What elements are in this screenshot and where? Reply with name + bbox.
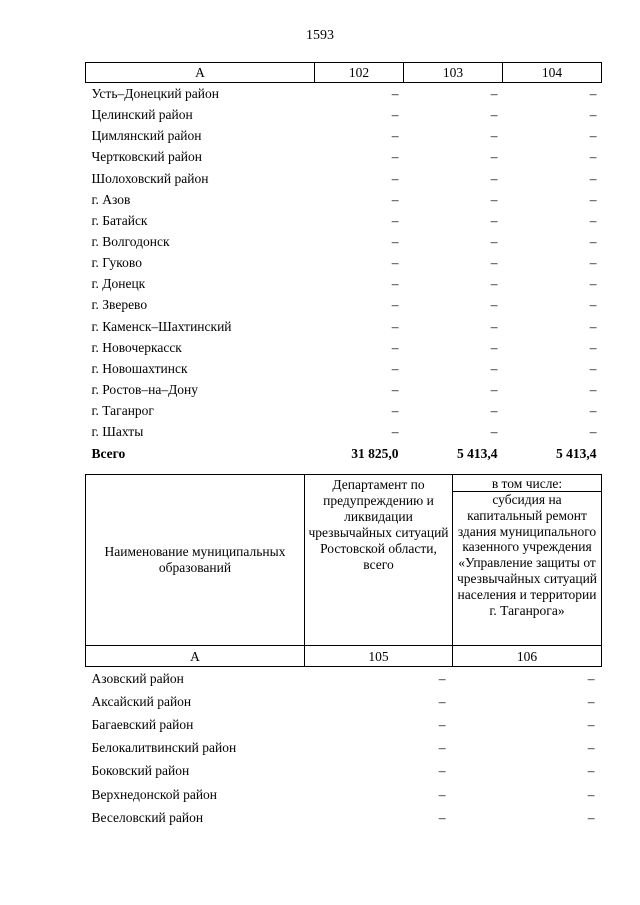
cell-value: – [587,671,595,687]
cell-value: – [391,170,399,186]
municipality-name: Верхнедонской район [91,786,218,802]
cell-value: – [589,170,597,186]
municipality-name: г. Донецк [91,276,146,292]
municipality-name: Шолоховский район [91,170,209,186]
municipality-name: г. Зверево [91,297,148,313]
cell-value: – [589,128,597,144]
table-header-row [86,63,602,83]
cell-value: – [490,234,498,250]
table-row [86,690,602,713]
cell-value: – [490,339,498,355]
cell-value: – [391,128,399,144]
cell-value: – [589,360,597,376]
column-header-104: 104 [503,63,602,83]
cell-value: – [391,297,399,313]
total-row [86,442,602,464]
cell-value: – [490,128,498,144]
table-row [86,273,602,294]
municipality-name: Азовский район [91,671,184,687]
cell-value: – [589,149,597,165]
cell-value: – [391,276,399,292]
table-row [86,189,602,210]
table-row [86,83,602,105]
cell-value: – [589,107,597,123]
municipality-name: г. Шахты [91,424,144,440]
cell-value: – [587,717,595,733]
cell-value: – [589,297,597,313]
cell-value: – [438,786,446,802]
cell-value: – [391,234,399,250]
municipality-name: Цимлянский район [91,128,202,144]
cell-value: – [587,740,595,756]
cell-value: – [438,717,446,733]
cell-value: – [391,149,399,165]
column-header-102: 102 [315,63,404,83]
table-row [86,104,602,125]
cell-value: – [490,107,498,123]
cell-value: – [587,809,595,825]
data-table-lower [85,474,602,829]
table-row [86,210,602,231]
cell-value: – [589,339,597,355]
cell-value: – [391,212,399,228]
municipality-name: Веселовский район [91,809,204,825]
cell-value: – [589,191,597,207]
municipality-name: г. Таганрог [91,403,154,419]
table-row [86,400,602,421]
municipality-name: Чертковский район [91,149,202,165]
cell-value: – [490,255,498,271]
cell-value: – [490,403,498,419]
total-value-102: 31 825,0 [351,445,399,461]
cell-value: – [391,360,399,376]
municipality-name: г. Ростов–на–Дону [91,382,199,398]
cell-value: – [589,234,597,250]
column-index-a: А [86,646,305,667]
cell-value: – [490,382,498,398]
cell-value: – [391,318,399,334]
municipality-name: г. Новочеркасск [91,339,182,355]
column-header-a: А [86,63,315,83]
municipality-column-header: Наименование муниципальных образований [86,475,305,646]
table-row [86,337,602,358]
cell-value: – [490,276,498,292]
cell-value: – [391,107,399,123]
municipality-name: г. Азов [91,191,131,207]
table-row [86,358,602,379]
cell-value: – [490,318,498,334]
cell-value: – [490,149,498,165]
cell-value: – [490,424,498,440]
table-row [86,759,602,782]
table-row [86,379,602,400]
department-column-header: Департамент по предупреждению и ликвидации чрезвычайных ситуаций Ростовской области, всего [305,475,453,646]
table-row [86,146,602,167]
cell-value: – [490,212,498,228]
municipality-name: Белокалитвинский район [91,740,237,756]
cell-value: – [391,255,399,271]
municipality-name: г. Каменск–Шахтинский [91,318,232,334]
cell-value: – [490,297,498,313]
column-index-106: 106 [453,646,602,667]
table-row [86,782,602,805]
cell-value: – [490,191,498,207]
cell-value: – [589,403,597,419]
table-row [86,421,602,442]
cell-value: – [589,276,597,292]
cell-value: – [589,382,597,398]
total-value-104: 5 413,4 [556,445,597,461]
total-value-103: 5 413,4 [457,445,498,461]
cell-value: – [490,86,498,102]
municipality-name: Аксайский район [91,694,192,710]
cell-value: – [391,382,399,398]
cell-value: – [589,424,597,440]
table-row [86,125,602,146]
cell-value: – [438,671,446,687]
municipality-name: Багаевский район [91,717,194,733]
column-header-103: 103 [404,63,503,83]
cell-value: – [438,694,446,710]
including-label: в том числе: [453,475,602,492]
municipality-name: Усть–Донецкий район [91,86,219,102]
cell-value: – [391,191,399,207]
cell-value: – [589,212,597,228]
table-row [86,294,602,315]
municipality-name: г. Гуково [91,255,142,271]
total-label: Всего [91,445,126,461]
table-row [86,316,602,337]
cell-value: – [438,809,446,825]
table-row [86,252,602,273]
table-row [86,736,602,759]
municipality-name: г. Волгодонск [91,234,170,250]
cell-value: – [587,763,595,779]
table-row [86,231,602,252]
page-number: 1593 [306,28,334,43]
municipality-name: г. Батайск [91,212,148,228]
cell-value: – [438,740,446,756]
cell-value: – [391,339,399,355]
table-row [86,667,602,691]
cell-value: – [391,424,399,440]
cell-value: – [587,694,595,710]
cell-value: – [438,763,446,779]
cell-value: – [589,86,597,102]
cell-value: – [589,255,597,271]
column-index-105: 105 [305,646,453,667]
cell-value: – [490,170,498,186]
table-row [86,806,602,829]
column-index-row [86,646,602,667]
cell-value: – [391,403,399,419]
municipality-name: Целинский район [91,107,193,123]
table-row [86,168,602,189]
table-row [86,713,602,736]
municipality-name: г. Новошахтинск [91,360,188,376]
data-table-upper [85,62,602,464]
subsidy-column-header: субсидия на капитальный ремонт здания муниципального казенного учреждения «Управление защиты от чрезвычайных ситуаций населения и территории г. Таганрога» [453,492,602,646]
municipality-name: Боковский район [91,763,190,779]
cell-value: – [589,318,597,334]
cell-value: – [391,86,399,102]
cell-value: – [490,360,498,376]
cell-value: – [587,786,595,802]
